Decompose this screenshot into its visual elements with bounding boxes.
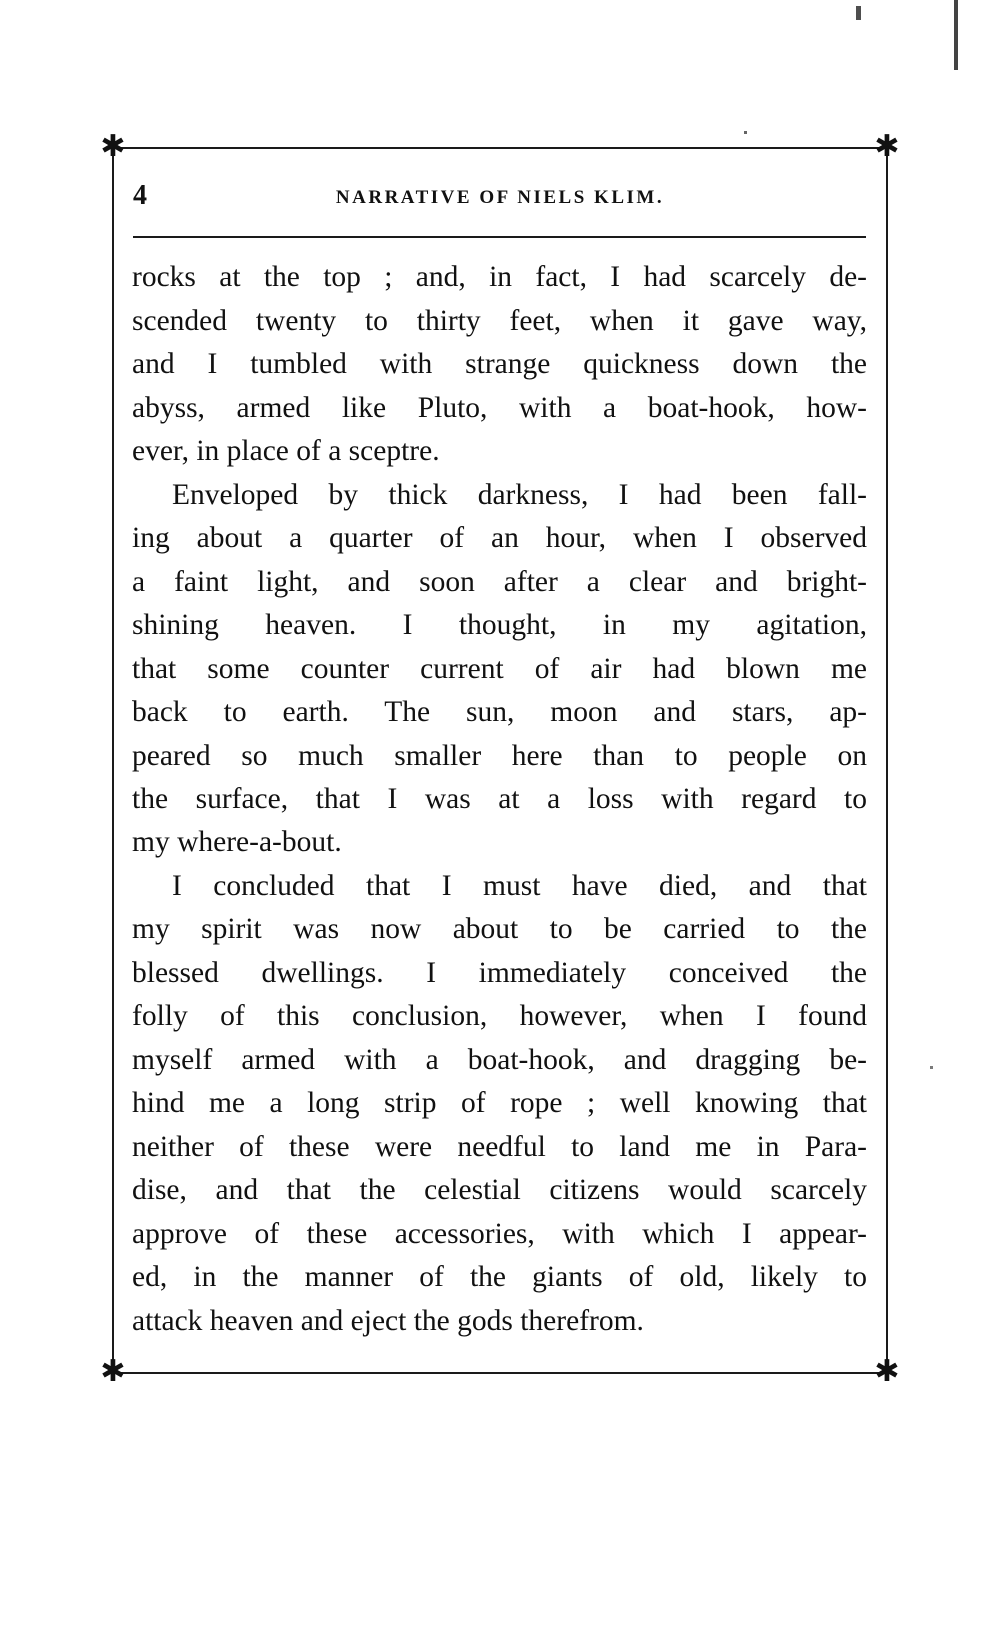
frame-right-rule [886,148,888,1372]
frame-top-rule [112,147,888,149]
text-line: and I tumbled with strange quickness down the [132,348,867,380]
text-line: dise, and that the celestial citizens would scarcely [132,1174,867,1206]
text-line: Enveloped by thick darkness, I had been fall- [172,479,867,511]
scan-speck [744,131,747,134]
text-line: ing about a quarter of an hour, when I observed [132,522,867,554]
text-line: peared so much smaller here than to people on [132,740,867,772]
text-line: attack heaven and eject the gods therefrom. [132,1305,644,1337]
text-line: the surface, that I was at a loss with regard to [132,783,867,815]
text-line: I concluded that I must have died, and that [172,870,867,902]
text-line: my spirit was now about to be carried to the [132,913,867,945]
scan-edge-mark [954,0,958,70]
frame-left-rule [112,148,114,1372]
corner-ornament-bottom-left: ✱ [100,1355,126,1388]
text-line: approve of these accessories, with which I appear- [132,1218,867,1250]
scan-speck [856,6,861,20]
header-rule [133,236,866,238]
text-line: folly of this conclusion, however, when I found [132,1000,867,1032]
running-title: NARRATIVE OF NIELS KLIM. [335,187,665,208]
page-number: 4 [133,180,147,211]
text-line: ever, in place of a sceptre. [132,435,440,467]
corner-ornament-top-left: ✱ [100,130,126,163]
corner-ornament-bottom-right: ✱ [874,1355,900,1388]
text-line: rocks at the top ; and, in fact, I had scarcely de- [132,261,867,293]
text-line: myself armed with a boat-hook, and dragging be- [132,1044,867,1076]
frame-bottom-rule [112,1372,888,1374]
scan-speck [930,1066,933,1069]
text-line: scended twenty to thirty feet, when it gave way, [132,305,867,337]
text-line: a faint light, and soon after a clear and bright- [132,566,867,598]
text-line: neither of these were needful to land me in Para- [132,1131,867,1163]
text-line: my where-a-bout. [132,826,342,858]
text-line: abyss, armed like Pluto, with a boat-hook, how- [132,392,867,424]
text-line: that some counter current of air had blown me [132,653,867,685]
text-line: back to earth. The sun, moon and stars, ap- [132,696,867,728]
text-line: shining heaven. I thought, in my agitation, [132,609,867,641]
text-line: ed, in the manner of the giants of old, likely to [132,1261,867,1293]
corner-ornament-top-right: ✱ [874,130,900,163]
text-line: hind me a long strip of rope ; well knowing that [132,1087,867,1119]
text-line: blessed dwellings. I immediately conceived the [132,957,867,989]
